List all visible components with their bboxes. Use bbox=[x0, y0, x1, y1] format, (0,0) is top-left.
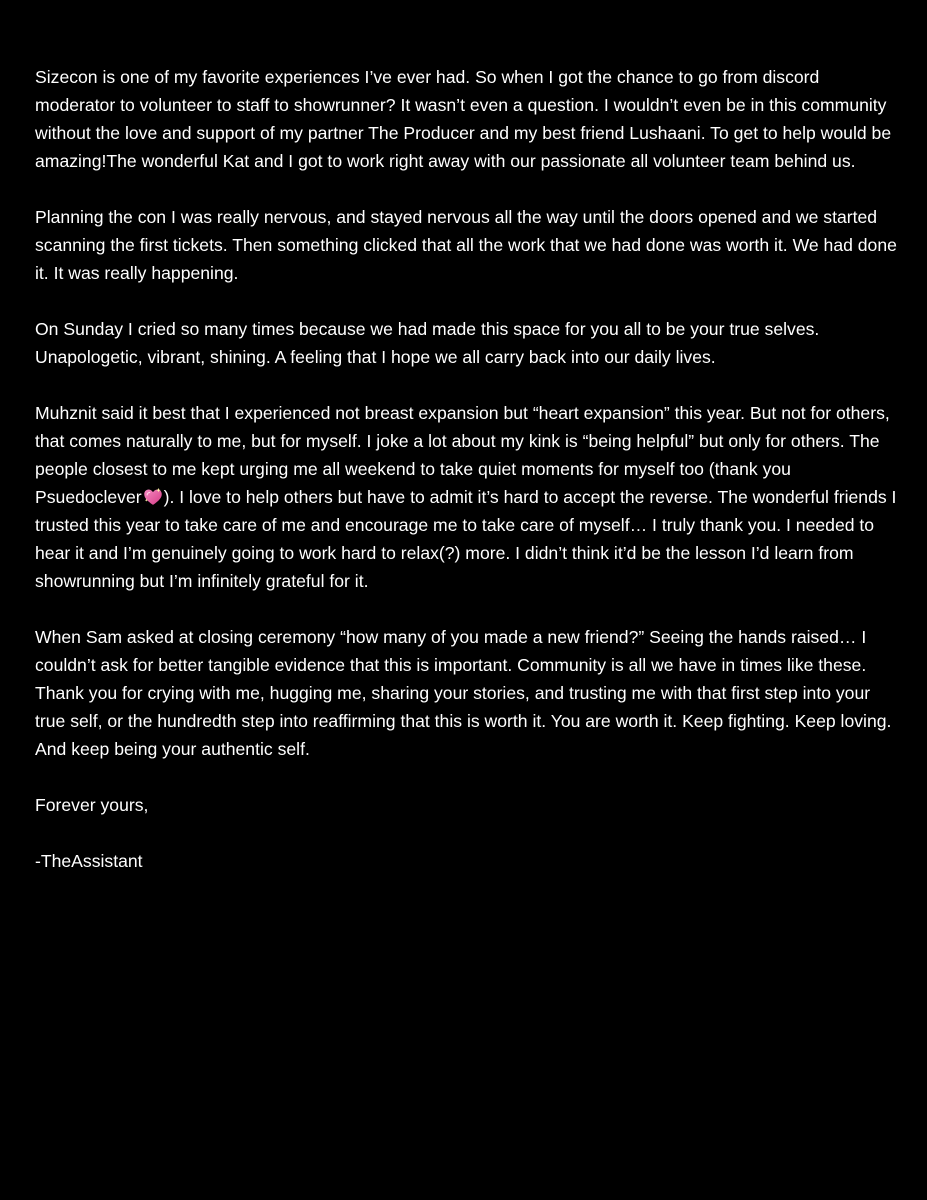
letter-document bbox=[35, 63, 897, 903]
paragraph-2: Planning the con I was really nervous, and stayed nervous all the way until the doors opened and we started scanning the first tickets. Then something clicked that all the work that we had done was worth it. We had done it. It was really happening. bbox=[35, 207, 897, 283]
closing-line: Forever yours, bbox=[35, 795, 149, 815]
paragraph-4-text-before: Muhznit said it best that I experienced not breast expansion but “heart expansion” this year. But not for others, that comes naturally to me, but for myself. I joke a lot about my kink is “being helpful” but only for others. The people closest to me kept urging me all weekend to take quiet moments for myself too (thank you Psuedoclever bbox=[35, 403, 890, 507]
signature: -TheAssistant bbox=[35, 851, 143, 871]
paragraph-5: When Sam asked at closing ceremony “how many of you made a new friend?” Seeing the hands raised… I couldn’t ask for better tangible evidence that this is important. Community is all we have in times like these. Thank you for crying with me, hugging me, sharing your stories, and trusting me with that first step into your true self, or the hundredth step into reaffirming that this is worth it. You are worth it. Keep fighting. Keep loving. And keep being your authentic self. bbox=[35, 627, 892, 759]
paragraph-4 bbox=[35, 399, 897, 595]
sparkling-heart-icon bbox=[143, 487, 163, 507]
paragraph-1: Sizecon is one of my favorite experiences I’ve ever had. So when I got the chance to go from discord moderator to volunteer to staff to showrunner? It wasn’t even a question. I wouldn’t even be in this community without the love and support of my partner The Producer and my best friend Lushaani. To get to help would be amazing!The wonderful Kat and I got to work right away with our passionate all volunteer team behind us. bbox=[35, 67, 892, 171]
paragraph-3: On Sunday I cried so many times because we had made this space for you all to be your true selves. Unapologetic, vibrant, shining. A feeling that I hope we all carry back into our daily lives. bbox=[35, 319, 820, 367]
paragraph-4-text-after: ). I love to help others but have to admit it’s hard to accept the reverse. The wonderful friends I trusted this year to take care of me and encourage me to take care of myself… I truly thank you. I needed to hear it and I’m genuinely going to work hard to relax(?) more. I didn’t think it’d be the lesson I’d learn from showrunning but I’m infinitely grateful for it. bbox=[35, 487, 897, 591]
